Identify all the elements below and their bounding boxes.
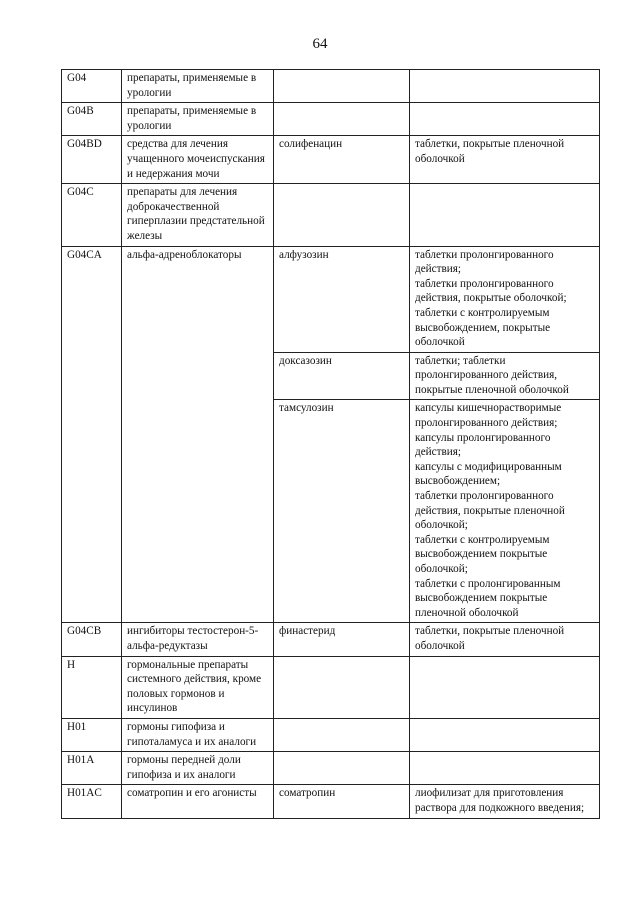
table-row: [62, 70, 600, 103]
dosage-form: таблетки, покрытые пленочной оболочкой: [415, 138, 565, 165]
atc-code-cell: G04CB: [62, 623, 122, 656]
atc-group-cell: препараты, применяемые в урологии: [122, 70, 274, 103]
dosage-form: таблетки с контролируемым высвобождением покрытые оболочкой;: [415, 533, 550, 575]
dosage-forms-cell: [410, 136, 600, 184]
atc-group-cell: гормональные препараты системного действия, кроме половых гормонов и инсулинов: [122, 656, 274, 718]
dosage-form: таблетки с пролонгированным высвобождением покрытые пленочной оболочкой: [415, 577, 561, 619]
dosage-forms-cell: [410, 103, 600, 136]
dosage-form: таблетки пролонгированного действия;: [415, 248, 554, 276]
dosage-form: капсулы пролонгированного действия;: [415, 431, 551, 459]
table-body: [62, 70, 600, 819]
table-row: [62, 103, 600, 136]
dosage-form: таблетки; таблетки пролонгированного действия, покрытые пленочной оболочкой: [415, 354, 569, 396]
dosage-forms-cell: [410, 184, 600, 246]
drug-name-cell: [274, 752, 410, 785]
table-row: [62, 184, 600, 246]
atc-code-cell: H01: [62, 718, 122, 751]
atc-group-cell: гормоны гипофиза и гипоталамуса и их аналоги: [122, 718, 274, 751]
dosage-forms-cell: [410, 718, 600, 751]
atc-group-cell: альфа-адреноблокаторы: [122, 246, 274, 623]
dosage-forms-cell: [410, 656, 600, 718]
atc-code-cell: G04CA: [62, 246, 122, 623]
drug-table: [61, 69, 600, 819]
atc-group-cell: ингибиторы тестостерон-5-альфа-редуктазы: [122, 623, 274, 656]
drug-name-cell: финастерид: [274, 623, 410, 656]
dosage-forms-cell: [410, 400, 600, 623]
drug-name-cell: тамсулозин: [274, 400, 410, 623]
atc-group-cell: препараты для лечения доброкачественной гиперплазии предстательной железы: [122, 184, 274, 246]
dosage-form: капсулы кишечнорастворимые пролонгированного действия;: [415, 402, 562, 430]
drug-name-cell: [274, 656, 410, 718]
atc-group-cell: средства для лечения учащенного мочеиспускания и недержания мочи: [122, 136, 274, 184]
dosage-form: таблетки пролонгированного действия, покрытые пленочной оболочкой;: [415, 490, 565, 532]
drug-name-cell: [274, 184, 410, 246]
atc-group-cell: препараты, применяемые в урологии: [122, 103, 274, 136]
table-row: [62, 623, 600, 656]
dosage-forms-cell: [410, 623, 600, 656]
dosage-forms-cell: [410, 70, 600, 103]
drug-name-cell: [274, 103, 410, 136]
drug-name-cell: доксазозин: [274, 352, 410, 400]
table-row: [62, 785, 600, 818]
atc-code-cell: H01AC: [62, 785, 122, 818]
dosage-forms-cell: [410, 352, 600, 400]
atc-code-cell: G04: [62, 70, 122, 103]
atc-code-cell: G04BD: [62, 136, 122, 184]
atc-group-cell: гормоны передней доли гипофиза и их аналоги: [122, 752, 274, 785]
dosage-forms-cell: [410, 752, 600, 785]
drug-name-cell: алфузозин: [274, 246, 410, 352]
dosage-forms-cell: [410, 246, 600, 352]
table-row: [62, 136, 600, 184]
atc-code-cell: G04C: [62, 184, 122, 246]
table-row: [62, 752, 600, 785]
atc-group-cell: соматропин и его агонисты: [122, 785, 274, 818]
dosage-form: капсулы с модифицированным высвобождением;: [415, 460, 562, 488]
atc-code-cell: H: [62, 656, 122, 718]
atc-code-cell: G04B: [62, 103, 122, 136]
drug-name-cell: соматропин: [274, 785, 410, 818]
table-row: [62, 246, 600, 352]
drug-name-cell: солифенацин: [274, 136, 410, 184]
dosage-form: таблетки пролонгированного действия, покрытые оболочкой;: [415, 277, 567, 305]
dosage-form: таблетки, покрытые пленочной оболочкой: [415, 625, 565, 652]
dosage-forms-cell: [410, 785, 600, 818]
atc-code-cell: H01A: [62, 752, 122, 785]
table-row: [62, 656, 600, 718]
dosage-form: лиофилизат для приготовления раствора для подкожного введения;: [415, 787, 585, 814]
page-number: 64: [312, 36, 328, 52]
dosage-form: таблетки с контролируемым высвобождением, покрытые оболочкой: [415, 306, 551, 349]
table-row: [62, 718, 600, 751]
drug-name-cell: [274, 718, 410, 751]
drug-name-cell: [274, 70, 410, 103]
